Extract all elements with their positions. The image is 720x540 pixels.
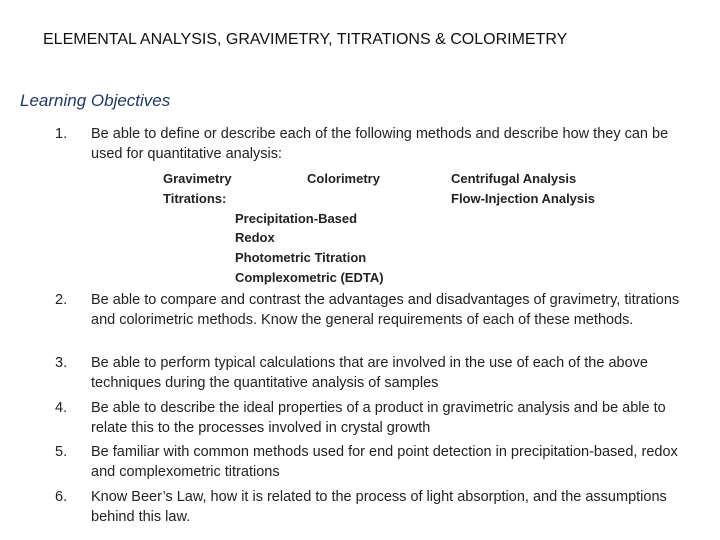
method-colorimetry: Colorimetry: [307, 171, 380, 186]
titration-type-complexometric: Complexometric (EDTA): [235, 270, 384, 285]
method-gravimetry: Gravimetry: [163, 171, 232, 186]
method-titrations: Titrations:: [163, 191, 227, 206]
objective-text: Be able to define or describe each of the following methods and describe how they can be used for quantitative analysis:: [91, 126, 669, 162]
objective-text: Know Beer’s Law, how it is related to the process of light absorption, and the assumptions behind this law.: [91, 489, 667, 525]
objective-number: 1.: [55, 126, 68, 142]
page-title: ELEMENTAL ANALYSIS, GRAVIMETRY, TITRATIONS & COLORIMETRY: [43, 31, 568, 48]
titration-type-photometric: Photometric Titration: [235, 250, 367, 265]
objective-number: 6.: [55, 489, 68, 505]
titration-type-precipitation: Precipitation-Based: [235, 211, 358, 226]
section-heading: Learning Objectives: [20, 91, 171, 110]
objective-text: Be able to compare and contrast the advantages and disadvantages of gravimetry, titrations and colorimetric methods. Know the general requirements of each of these methods.: [91, 292, 680, 328]
objective-number: 3.: [55, 355, 68, 371]
titration-type-redox: Redox: [235, 230, 275, 245]
objective-number: 4.: [55, 400, 68, 416]
objective-number: 5.: [55, 444, 68, 460]
objective-text: Be able to describe the ideal properties of a product in gravimetric analysis and be able to relate this to the processes involved in crystal growth: [91, 400, 666, 436]
method-centrifugal-analysis: Centrifugal Analysis: [451, 171, 577, 186]
objective-text: Be able to perform typical calculations that are involved in the use of each of the above techniques during the quantitative analysis of samples: [91, 355, 648, 391]
objective-text: Be familiar with common methods used for end point detection in precipitation-based, redox and complexometric titrations: [91, 444, 678, 480]
objective-number: 2.: [55, 292, 68, 308]
method-flow-injection-analysis: Flow-Injection Analysis: [451, 191, 595, 206]
